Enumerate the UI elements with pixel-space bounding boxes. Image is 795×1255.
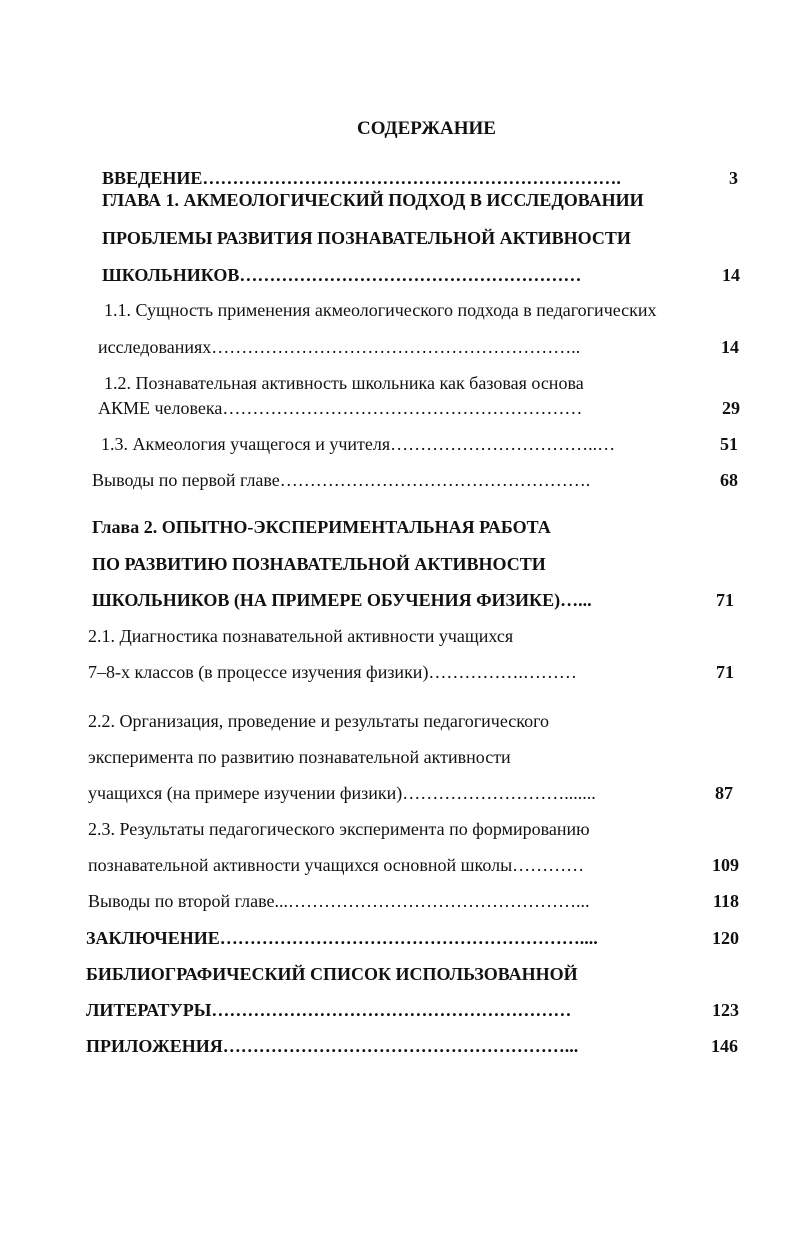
page-number: 71 [716, 662, 734, 682]
entry-text: ПРИЛОЖЕНИЯ…………………………………………………... [86, 1036, 579, 1056]
entry-text: исследованиях…………………………………………………….. [98, 337, 581, 357]
entry-text: Выводы по второй главе...…………………………………………... [88, 891, 590, 911]
entry-text: ВВЕДЕНИЕ……………………………………………………………. [102, 168, 621, 188]
page-number: 123 [712, 1000, 739, 1020]
entry-text: ШКОЛЬНИКОВ………………………………………………… [102, 265, 582, 285]
entry-text: познавательной активности учащихся основной школы………… [88, 855, 585, 875]
entry-text: эксперимента по развитию познавательной активности [88, 747, 511, 767]
entry-text: Выводы по первой главе……………………………………………. [92, 470, 591, 490]
page-number: 146 [711, 1036, 738, 1056]
page-number: 51 [720, 434, 738, 454]
entry-text: БИБЛИОГРАФИЧЕСКИЙ СПИСОК ИСПОЛЬЗОВАННОЙ [86, 964, 578, 984]
page-number: 14 [721, 337, 739, 357]
page-number: 29 [722, 398, 740, 418]
page-number: 3 [729, 168, 738, 188]
page-number: 118 [712, 891, 739, 911]
entry-text: ШКОЛЬНИКОВ (НА ПРИМЕРЕ ОБУЧЕНИЯ ФИЗИКЕ)…... [92, 590, 592, 610]
page-number: 109 [712, 855, 739, 875]
page-number: 14 [722, 265, 740, 285]
entry-text: АКМЕ человека…………………………………………………… [98, 398, 583, 418]
page-number: 120 [712, 928, 739, 948]
entry-text: Глава 2. ОПЫТНО-ЭКСПЕРИМЕНТАЛЬНАЯ РАБОТА [92, 517, 551, 537]
entry-text: 1.1. Сущность применения акмеологического подхода в педагогических [104, 300, 657, 320]
entry-text: 2.2. Организация, проведение и результаты педагогического [88, 711, 550, 731]
entry-text: 2.3. Результаты педагогического эксперимента по формированию [88, 819, 590, 839]
entry-text: ЛИТЕРАТУРЫ…………………………………………………… [86, 1000, 572, 1020]
page-number: 87 [715, 783, 733, 803]
page-number: 71 [716, 590, 734, 610]
entry-text: учащихся (на примере изучении физики)………………………....... [88, 783, 596, 803]
entry-text: 1.3. Акмеология учащегося и учителя……………………………..… [101, 434, 616, 454]
entry-text: ПО РАЗВИТИЮ ПОЗНАВАТЕЛЬНОЙ АКТИВНОСТИ [92, 554, 546, 574]
entry-text: 2.1. Диагностика познавательной активности учащихся [88, 626, 514, 646]
entry-text: ГЛАВА 1. АКМЕОЛОГИЧЕСКИЙ ПОДХОД В ИССЛЕДОВАНИИ [102, 190, 644, 210]
entry-text: 7–8-х классов (в процессе изучения физики)…………….……… [88, 662, 577, 682]
entry-text: ПРОБЛЕМЫ РАЗВИТИЯ ПОЗНАВАТЕЛЬНОЙ АКТИВНОСТИ [102, 228, 631, 248]
entry-text: 1.2. Познавательная активность школьника как базовая основа [104, 373, 584, 393]
entry-text: ЗАКЛЮЧЕНИЕ…………………………………………………….... [86, 928, 598, 948]
toc-title: СОДЕРЖАНИЕ [357, 118, 496, 139]
page-number: 68 [720, 470, 738, 490]
